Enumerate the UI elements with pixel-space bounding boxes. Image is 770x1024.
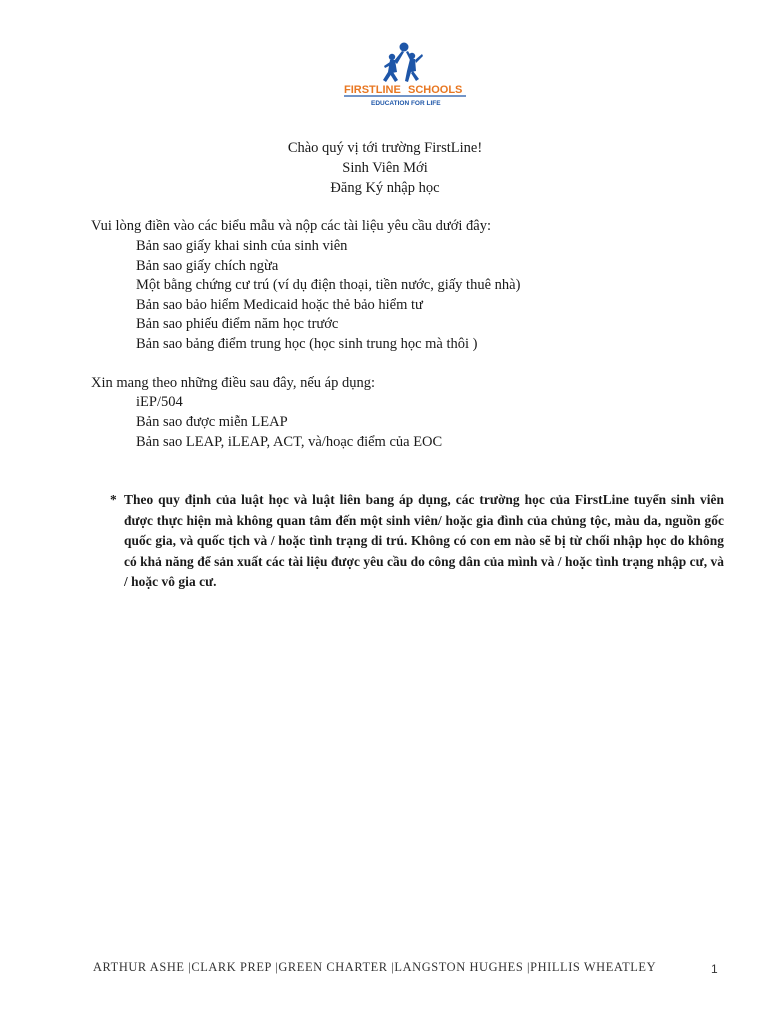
- notice-bullet: *: [110, 492, 117, 507]
- document-item: Một bằng chứng cư trú (ví dụ điện thoại, tiền nước, giấy thuê nhà): [136, 277, 521, 293]
- student-figure-left-icon: [383, 51, 404, 82]
- footer-school-list: ARTHUR ASHE |CLARK PREP |GREEN CHARTER |LANGSTON HUGHES |PHILLIS WHEATLEY: [93, 960, 657, 974]
- optional-item: Bản sao được miễn LEAP: [136, 414, 288, 430]
- document-item: Bản sao bảng điểm trung học (học sinh trung học mà thôi ): [136, 336, 478, 352]
- document-item: Bản sao bảo hiểm Medicaid hoặc thẻ bảo hiểm tư: [136, 297, 423, 313]
- enrollment-line: Đăng Ký nhập học: [330, 180, 440, 196]
- welcome-line: Chào quý vị tới trường FirstLine!: [287, 140, 483, 156]
- optional-item: Bản sao LEAP, iLEAP, ACT, và/hoạc điểm của EOC: [136, 434, 443, 450]
- logo-left-text: FIRSTLINE: [344, 84, 401, 96]
- optional-intro: Xin mang theo những điều sau đây, nếu áp dụng:: [91, 375, 375, 391]
- optional-item: iEP/504: [136, 394, 183, 410]
- logo-right-text: SCHOOLS: [408, 84, 463, 96]
- page-number: 1: [711, 962, 718, 976]
- non-discrimination-notice: Theo quy định của luật học và luật liên bang áp dụng, các trường học của FirstLine tuyển sinh viên được thực hiện mà không quan tâm đến một sinh viên/ hoặc gia đình của chủng tộc, màu da, nguồn gốc quốc gia, và quốc tịch và / hoặc tình trạng di trú. Không có con em nào sẽ bị từ chối nhập học do không có khả năng để sản xuất các tài liệu được yêu cầu do công dân của mình và / hoặc tình trạng nhập cư, và / hoặc vô gia cư.: [124, 492, 724, 589]
- logo-graphic: [340, 42, 470, 108]
- documents-intro: Vui lòng điền vào các biểu mẫu và nộp các tài liệu yêu cầu dưới đây:: [91, 218, 491, 234]
- basketball-icon: [400, 43, 409, 52]
- document-item: Bản sao giấy khai sinh của sinh viên: [136, 238, 348, 254]
- logo-tagline: EDUCATION FOR LIFE: [371, 100, 441, 107]
- student-figure-right-icon: [405, 51, 423, 82]
- document-item: Bản sao giấy chích ngừa: [136, 258, 279, 274]
- new-student-line: Sinh Viên Mới: [342, 160, 428, 176]
- document-item: Bản sao phiếu điểm năm học trước: [136, 316, 339, 332]
- firstline-schools-logo: [340, 42, 470, 108]
